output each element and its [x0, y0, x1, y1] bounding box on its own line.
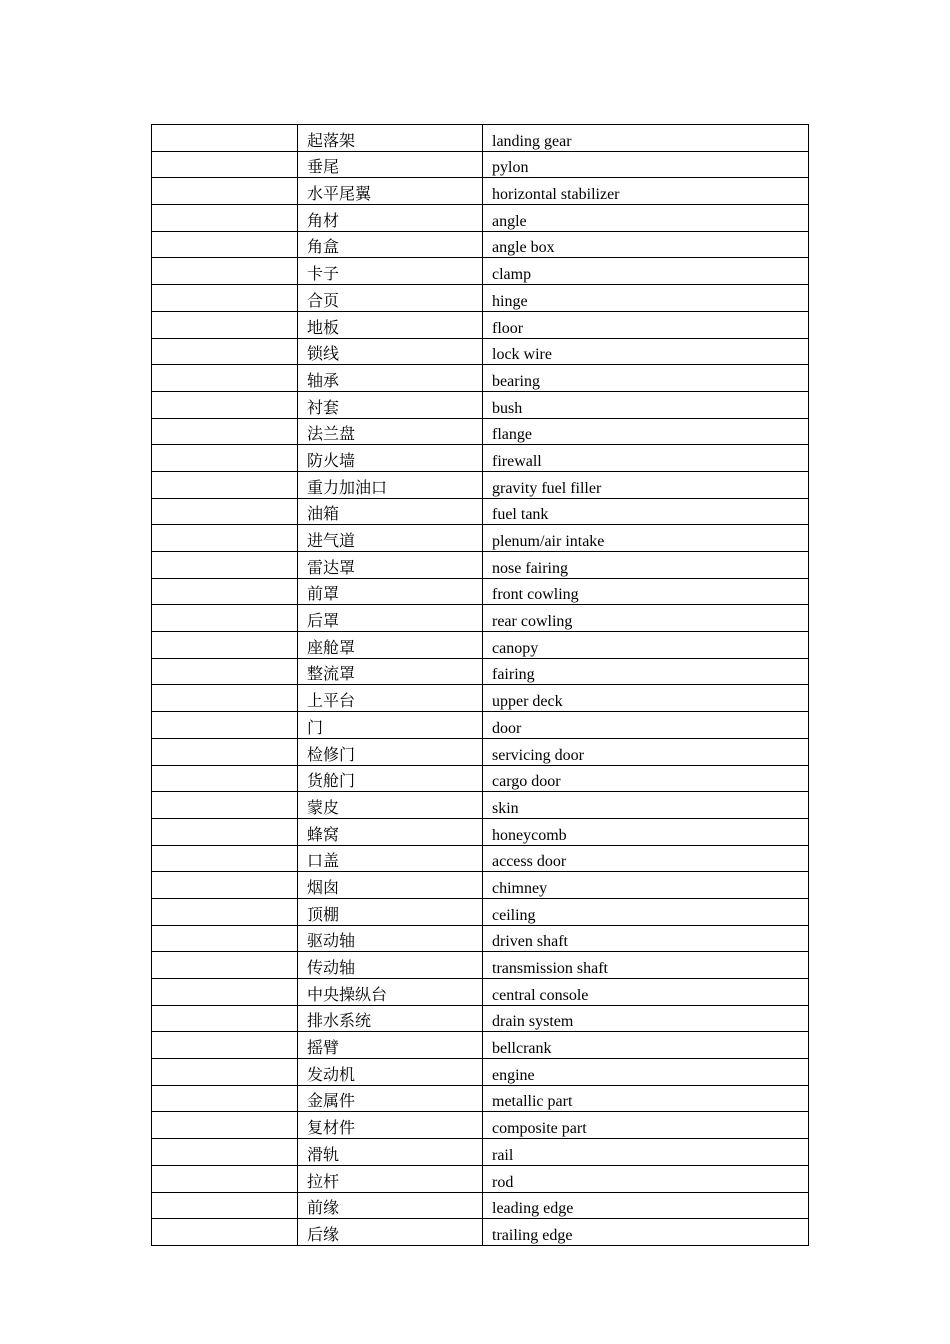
english-term-cell: horizontal stabilizer — [483, 178, 809, 205]
chinese-term-cell: 摇臂 — [298, 1032, 483, 1059]
table-row — [152, 898, 809, 925]
english-term-cell: nose fairing — [483, 552, 809, 579]
chinese-term-cell: 座舱罩 — [298, 632, 483, 659]
chinese-term-cell: 上平台 — [298, 685, 483, 712]
chinese-term-cell: 蜂窝 — [298, 818, 483, 845]
chinese-term-cell: 拉杆 — [298, 1165, 483, 1192]
table-row — [152, 1032, 809, 1059]
blank-cell — [152, 525, 298, 552]
chinese-term-cell: 进气道 — [298, 525, 483, 552]
english-term-cell: engine — [483, 1059, 809, 1086]
english-term-cell: plenum/air intake — [483, 525, 809, 552]
chinese-term-cell: 合页 — [298, 285, 483, 312]
table-row — [152, 445, 809, 472]
blank-cell — [152, 365, 298, 392]
table-row — [152, 151, 809, 178]
chinese-term-cell: 烟囱 — [298, 872, 483, 899]
english-term-cell: drain system — [483, 1005, 809, 1032]
blank-cell — [152, 578, 298, 605]
chinese-term-cell: 顶棚 — [298, 898, 483, 925]
table-row — [152, 818, 809, 845]
blank-cell — [152, 685, 298, 712]
english-term-cell: chimney — [483, 872, 809, 899]
table-row — [152, 658, 809, 685]
english-term-cell: pylon — [483, 151, 809, 178]
english-term-cell: floor — [483, 311, 809, 338]
table-row — [152, 552, 809, 579]
blank-cell — [152, 151, 298, 178]
blank-cell — [152, 1032, 298, 1059]
table-row — [152, 792, 809, 819]
table-row — [152, 685, 809, 712]
english-term-cell: clamp — [483, 258, 809, 285]
chinese-term-cell: 垂尾 — [298, 151, 483, 178]
chinese-term-cell: 中央操纵台 — [298, 979, 483, 1006]
english-term-cell: lock wire — [483, 338, 809, 365]
chinese-term-cell: 蒙皮 — [298, 792, 483, 819]
chinese-term-cell: 整流罩 — [298, 658, 483, 685]
english-term-cell: trailing edge — [483, 1219, 809, 1246]
table-row — [152, 391, 809, 418]
chinese-term-cell: 锁线 — [298, 338, 483, 365]
blank-cell — [152, 125, 298, 152]
blank-cell — [152, 658, 298, 685]
blank-cell — [152, 925, 298, 952]
chinese-term-cell: 金属件 — [298, 1085, 483, 1112]
english-term-cell: transmission shaft — [483, 952, 809, 979]
english-term-cell: composite part — [483, 1112, 809, 1139]
blank-cell — [152, 285, 298, 312]
chinese-term-cell: 卡子 — [298, 258, 483, 285]
blank-cell — [152, 1219, 298, 1246]
blank-cell — [152, 952, 298, 979]
english-term-cell: ceiling — [483, 898, 809, 925]
blank-cell — [152, 1192, 298, 1219]
english-term-cell: bearing — [483, 365, 809, 392]
table-row — [152, 205, 809, 232]
table-row — [152, 925, 809, 952]
english-term-cell: metallic part — [483, 1085, 809, 1112]
blank-cell — [152, 311, 298, 338]
table-row — [152, 765, 809, 792]
blank-cell — [152, 632, 298, 659]
english-term-cell: door — [483, 712, 809, 739]
glossary-table — [151, 124, 809, 1246]
chinese-term-cell: 雷达罩 — [298, 552, 483, 579]
table-row — [152, 471, 809, 498]
chinese-term-cell: 前罩 — [298, 578, 483, 605]
chinese-term-cell: 驱动轴 — [298, 925, 483, 952]
english-term-cell: skin — [483, 792, 809, 819]
chinese-term-cell: 口盖 — [298, 845, 483, 872]
blank-cell — [152, 792, 298, 819]
table-row — [152, 338, 809, 365]
table-row — [152, 845, 809, 872]
table-row — [152, 285, 809, 312]
table-row — [152, 365, 809, 392]
chinese-term-cell: 法兰盘 — [298, 418, 483, 445]
chinese-term-cell: 防火墙 — [298, 445, 483, 472]
table-row — [152, 952, 809, 979]
blank-cell — [152, 498, 298, 525]
english-term-cell: landing gear — [483, 125, 809, 152]
blank-cell — [152, 765, 298, 792]
blank-cell — [152, 231, 298, 258]
english-term-cell: cargo door — [483, 765, 809, 792]
chinese-term-cell: 水平尾翼 — [298, 178, 483, 205]
table-row — [152, 1165, 809, 1192]
blank-cell — [152, 979, 298, 1006]
table-row — [152, 1059, 809, 1086]
chinese-term-cell: 门 — [298, 712, 483, 739]
table-row — [152, 231, 809, 258]
chinese-term-cell: 后缘 — [298, 1219, 483, 1246]
blank-cell — [152, 1112, 298, 1139]
blank-cell — [152, 605, 298, 632]
blank-cell — [152, 1059, 298, 1086]
blank-cell — [152, 845, 298, 872]
english-term-cell: bellcrank — [483, 1032, 809, 1059]
english-term-cell: servicing door — [483, 738, 809, 765]
english-term-cell: driven shaft — [483, 925, 809, 952]
blank-cell — [152, 418, 298, 445]
chinese-term-cell: 排水系统 — [298, 1005, 483, 1032]
table-row — [152, 178, 809, 205]
chinese-term-cell: 角盒 — [298, 231, 483, 258]
table-row — [152, 1192, 809, 1219]
chinese-term-cell: 检修门 — [298, 738, 483, 765]
chinese-term-cell: 油箱 — [298, 498, 483, 525]
table-row — [152, 979, 809, 1006]
blank-cell — [152, 1139, 298, 1166]
chinese-term-cell: 地板 — [298, 311, 483, 338]
english-term-cell: fuel tank — [483, 498, 809, 525]
blank-cell — [152, 818, 298, 845]
english-term-cell: angle box — [483, 231, 809, 258]
blank-cell — [152, 1165, 298, 1192]
table-row — [152, 578, 809, 605]
blank-cell — [152, 1085, 298, 1112]
table-row — [152, 418, 809, 445]
table-row — [152, 1139, 809, 1166]
chinese-term-cell: 后罩 — [298, 605, 483, 632]
blank-cell — [152, 898, 298, 925]
english-term-cell: firewall — [483, 445, 809, 472]
chinese-term-cell: 重力加油口 — [298, 471, 483, 498]
table-row — [152, 311, 809, 338]
blank-cell — [152, 471, 298, 498]
blank-cell — [152, 552, 298, 579]
blank-cell — [152, 738, 298, 765]
table-row — [152, 712, 809, 739]
table-row — [152, 1219, 809, 1246]
table-row — [152, 525, 809, 552]
english-term-cell: honeycomb — [483, 818, 809, 845]
english-term-cell: bush — [483, 391, 809, 418]
chinese-term-cell: 发动机 — [298, 1059, 483, 1086]
english-term-cell: central console — [483, 979, 809, 1006]
english-term-cell: canopy — [483, 632, 809, 659]
english-term-cell: front cowling — [483, 578, 809, 605]
blank-cell — [152, 445, 298, 472]
english-term-cell: flange — [483, 418, 809, 445]
english-term-cell: leading edge — [483, 1192, 809, 1219]
blank-cell — [152, 178, 298, 205]
english-term-cell: fairing — [483, 658, 809, 685]
table-row — [152, 605, 809, 632]
table-row — [152, 125, 809, 152]
table-row — [152, 632, 809, 659]
chinese-term-cell: 起落架 — [298, 125, 483, 152]
table-row — [152, 872, 809, 899]
blank-cell — [152, 205, 298, 232]
english-term-cell: rod — [483, 1165, 809, 1192]
table-row — [152, 1005, 809, 1032]
english-term-cell: angle — [483, 205, 809, 232]
chinese-term-cell: 滑轨 — [298, 1139, 483, 1166]
english-term-cell: gravity fuel filler — [483, 471, 809, 498]
chinese-term-cell: 传动轴 — [298, 952, 483, 979]
table-row — [152, 1112, 809, 1139]
chinese-term-cell: 货舱门 — [298, 765, 483, 792]
english-term-cell: access door — [483, 845, 809, 872]
blank-cell — [152, 872, 298, 899]
table-row — [152, 498, 809, 525]
blank-cell — [152, 338, 298, 365]
english-term-cell: hinge — [483, 285, 809, 312]
english-term-cell: rail — [483, 1139, 809, 1166]
english-term-cell: rear cowling — [483, 605, 809, 632]
blank-cell — [152, 258, 298, 285]
glossary-body — [152, 125, 809, 1246]
chinese-term-cell: 前缘 — [298, 1192, 483, 1219]
english-term-cell: upper deck — [483, 685, 809, 712]
table-row — [152, 738, 809, 765]
chinese-term-cell: 轴承 — [298, 365, 483, 392]
blank-cell — [152, 712, 298, 739]
table-row — [152, 258, 809, 285]
table-row — [152, 1085, 809, 1112]
blank-cell — [152, 391, 298, 418]
chinese-term-cell: 角材 — [298, 205, 483, 232]
chinese-term-cell: 衬套 — [298, 391, 483, 418]
chinese-term-cell: 复材件 — [298, 1112, 483, 1139]
blank-cell — [152, 1005, 298, 1032]
